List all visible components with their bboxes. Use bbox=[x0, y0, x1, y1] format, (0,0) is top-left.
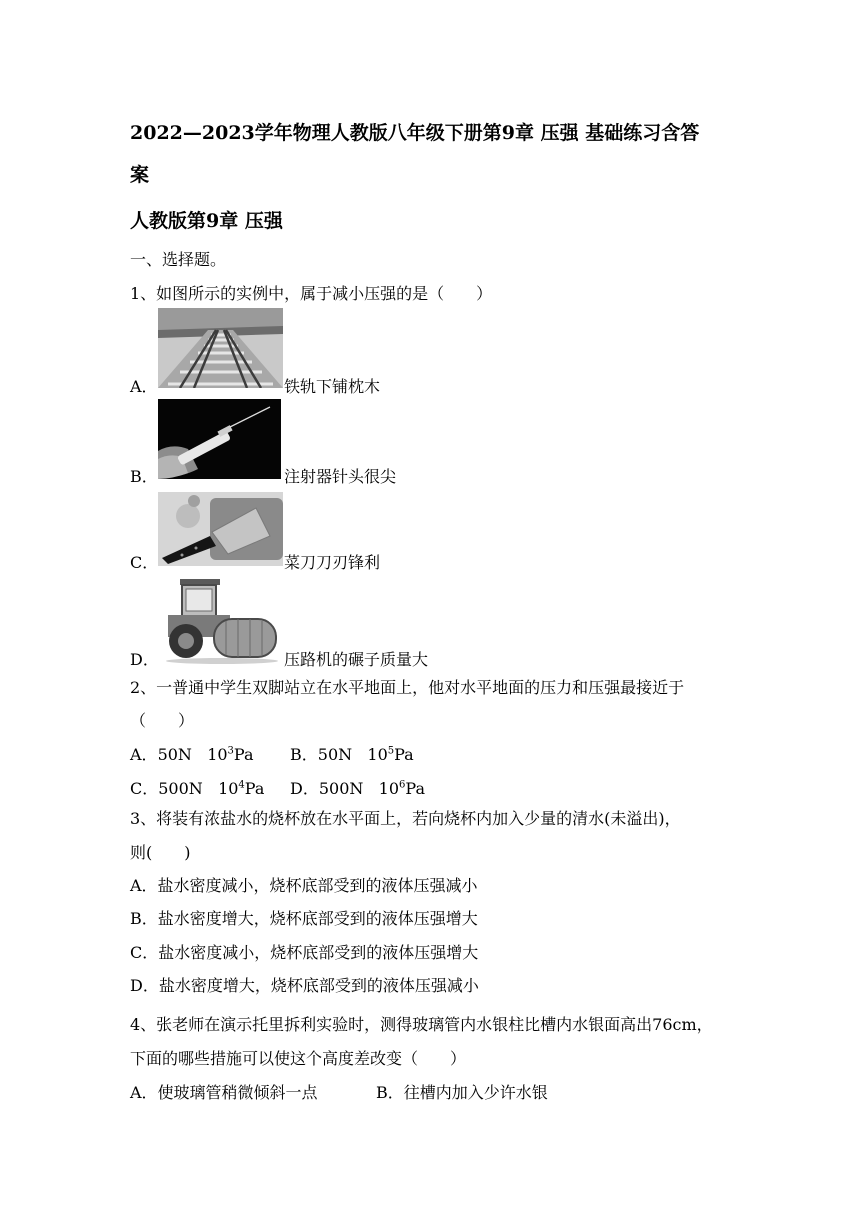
document-title-line2: 案 bbox=[130, 164, 150, 186]
question-3-stem-line1: 3、将装有浓盐水的烧杯放在水平面上，若向烧杯内加入少量的清水(未溢出)， bbox=[130, 809, 681, 828]
q1-option-a-letter: A． bbox=[130, 377, 158, 396]
road-roller-photo bbox=[160, 575, 282, 665]
q2-option-a: A．50N $10^3Pa$ bbox=[130, 745, 254, 764]
q2-option-d: D．500N $10^6Pa$ bbox=[290, 779, 425, 798]
q1-option-c-letter: C． bbox=[130, 553, 159, 572]
chapter-subtitle: 人教版第9章 压强 bbox=[130, 210, 283, 232]
question-4-stem-line1: 4、张老师在演示托里拆利实验时，测得玻璃管内水银柱比槽内水银面高出76cm， bbox=[130, 1015, 713, 1034]
q1-option-b-letter: B． bbox=[130, 467, 158, 486]
q3-option-a: A．盐水密度减小，烧杯底部受到的液体压强减小 bbox=[130, 876, 478, 895]
question-4-stem-line2: 下面的哪些措施可以使这个高度差改变（ ） bbox=[130, 1049, 467, 1068]
q1-option-b-text: 注射器针头很尖 bbox=[284, 467, 397, 486]
q4-option-a: A．使玻璃管稍微倾斜一点 bbox=[130, 1083, 318, 1102]
q4-option-b: B．往槽内加入少许水银 bbox=[376, 1083, 548, 1102]
kitchen-cleaver-photo bbox=[158, 492, 283, 566]
q1-option-d-letter: D． bbox=[130, 650, 159, 669]
q1-option-d-text: 压路机的碾子质量大 bbox=[284, 650, 429, 669]
document-title-line1: 2022—2023学年物理人教版八年级下册第9章 压强 基础练习含答 bbox=[130, 122, 700, 144]
question-2-stem-line2: （ ） bbox=[130, 711, 195, 730]
q1-option-a-text: 铁轨下铺枕木 bbox=[284, 377, 381, 396]
q2-option-c: C．500N $10^4Pa$ bbox=[130, 779, 265, 798]
syringe-needle-photo bbox=[158, 399, 281, 479]
q3-option-b: B．盐水密度增大，烧杯底部受到的液体压强增大 bbox=[130, 909, 478, 928]
question-3-stem-line2: 则( ) bbox=[130, 843, 191, 862]
section-heading: 一、选择题。 bbox=[130, 250, 227, 269]
question-2-stem-line1: 2、一普通中学生双脚站立在水平地面上，他对水平地面的压力和压强最接近于 bbox=[130, 678, 685, 697]
q2-option-b: B．50N $10^5Pa$ bbox=[290, 745, 414, 764]
railway-track-photo bbox=[158, 308, 283, 388]
q3-option-c: C．盐水密度减小，烧杯底部受到的液体压强增大 bbox=[130, 943, 479, 962]
question-1-stem: 1、如图所示的实例中，属于减小压强的是（ ） bbox=[130, 284, 493, 303]
q1-option-c-text: 菜刀刀刃锋利 bbox=[284, 553, 381, 572]
q3-option-d: D．盐水密度增大，烧杯底部受到的液体压强减小 bbox=[130, 976, 479, 995]
